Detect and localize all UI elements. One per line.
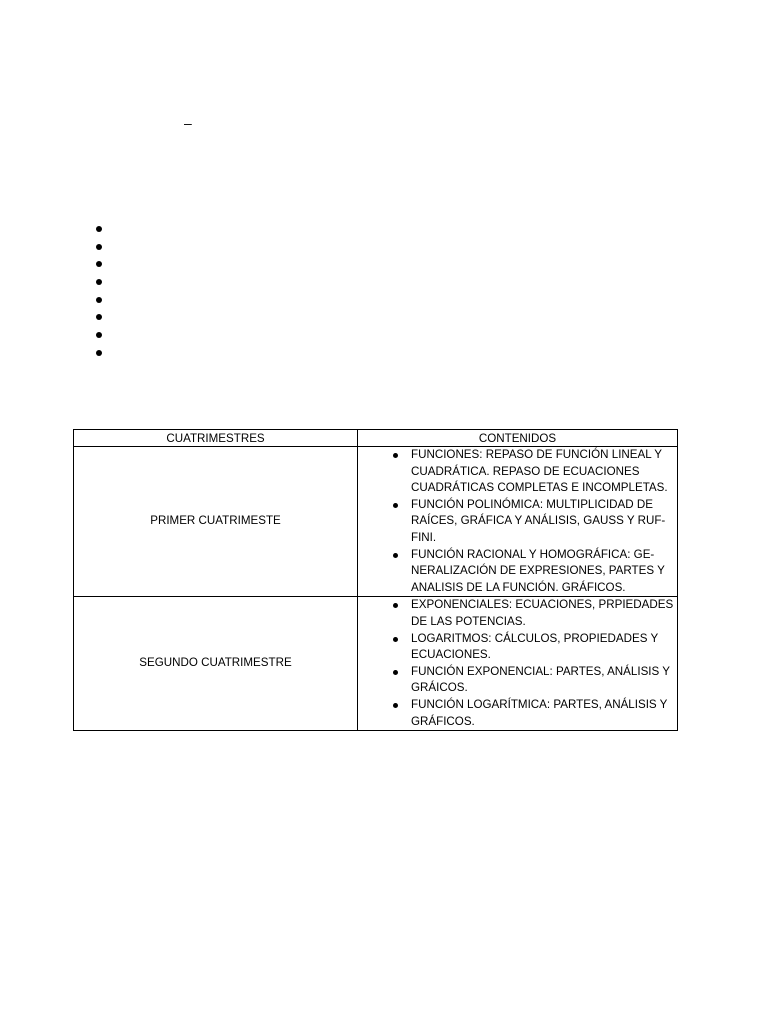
contents-list-item: FUNCIONES: REPASO DE FUNCIÓN LINEAL Y CUADRÁTICA. REPASO DE ECUACIONES CUADRÁTICAS COMPLETAS E INCOMPLETAS. [358,447,677,497]
stray-dash: – [184,115,192,131]
contents-list-item: EXPONENCIALES: ECUACIONES, PRPIEDADES DE LAS POTENCIAS. [358,597,677,630]
contents-list-item: FUNCIÓN RACIONAL Y HOMOGRÁFICA: GE-NERALIZACIÓN DE EXPRESIONES, PARTES Y ANALISIS DE LA FUNCIÓN. GRÁFICOS. [358,547,677,597]
contents-cell-segundo [358,597,678,731]
term-cell-primer: PRIMER CUATRIMESTE [74,447,358,597]
contents-list-item: LOGARITMOS: CÁLCULOS, PROPIEDADES Y ECUACIONES. [358,631,677,664]
term-cell-segundo: SEGUNDO CUATRIMESTRE [74,597,358,731]
contents-list [358,447,677,596]
contents-cell-primer [358,447,678,597]
table-row [74,597,678,731]
contents-list [358,597,677,730]
table-row [74,447,678,597]
contents-list-item: FUNCIÓN EXPONENCIAL: PARTES, ANÁLISIS Y GRÁICOS. [358,664,677,697]
contents-list-item: FUNCIÓN POLINÓMICA: MULTIPLICIDAD DE RAÍCES, GRÁFICA Y ANÁLISIS, GAUSS Y RUF-FINI. [358,497,677,547]
table-header-row [74,430,678,447]
column-header-cuatrimestres: CUATRIMESTRES [74,430,358,447]
column-header-contenidos: CONTENIDOS [358,430,678,447]
contents-list-item: FUNCIÓN LOGARÍTMICA: PARTES, ANÁLISIS Y GRÁFICOS. [358,697,677,730]
curriculum-table [73,429,678,731]
